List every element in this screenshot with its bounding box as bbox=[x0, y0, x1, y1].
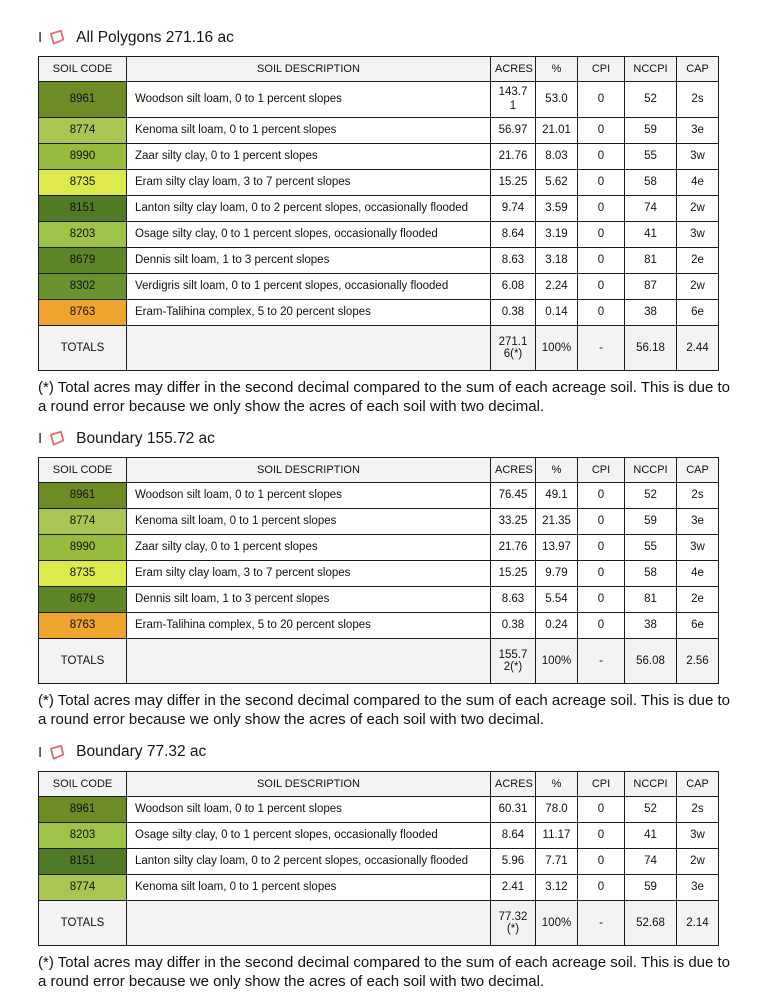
col-header-percent: % bbox=[536, 771, 578, 796]
soil-table bbox=[38, 457, 719, 684]
col-header-cap: CAP bbox=[677, 771, 719, 796]
col-header-nccpi: NCCPI bbox=[625, 57, 677, 82]
soil-code-cell: 8961 bbox=[39, 796, 127, 822]
footnote: (*) Total acres may differ in the second decimal compared to the sum of each acreage soil. This is due to a round error because we only show the acres of each soil with two decimal. bbox=[38, 692, 731, 729]
col-header-cpi: CPI bbox=[578, 458, 625, 483]
totals-percent-cell: 100% bbox=[536, 900, 578, 945]
cap-cell: 6e bbox=[677, 299, 719, 325]
cpi-cell: 0 bbox=[578, 587, 625, 613]
acres-cell: 5.96 bbox=[491, 848, 536, 874]
nccpi-cell: 74 bbox=[625, 848, 677, 874]
cpi-cell: 0 bbox=[578, 143, 625, 169]
polygon-icon bbox=[47, 28, 66, 47]
totals-acres-cell: 77.32(*) bbox=[491, 900, 536, 945]
soil-row bbox=[39, 117, 719, 143]
percent-cell: 49.1 bbox=[536, 483, 578, 509]
totals-nccpi-cell: 56.18 bbox=[625, 325, 677, 370]
soil-row bbox=[39, 535, 719, 561]
soil-code-cell: 8774 bbox=[39, 874, 127, 900]
table-body bbox=[39, 483, 719, 684]
col-header-nccpi: NCCPI bbox=[625, 771, 677, 796]
soil-row bbox=[39, 299, 719, 325]
totals-label: TOTALS bbox=[39, 639, 127, 684]
soil-code-cell: 8679 bbox=[39, 587, 127, 613]
cap-cell: 2s bbox=[677, 796, 719, 822]
soil-code-cell: 8735 bbox=[39, 169, 127, 195]
col-header-soil-code: SOIL CODE bbox=[39, 458, 127, 483]
acres-cell: 76.45 bbox=[491, 483, 536, 509]
col-header-nccpi: NCCPI bbox=[625, 458, 677, 483]
soil-description-cell: Woodson silt loam, 0 to 1 percent slopes bbox=[127, 82, 491, 118]
percent-cell: 3.12 bbox=[536, 874, 578, 900]
soil-code-cell: 8151 bbox=[39, 195, 127, 221]
soil-description-cell: Eram silty clay loam, 3 to 7 percent slopes bbox=[127, 561, 491, 587]
acres-cell: 21.76 bbox=[491, 535, 536, 561]
table-body bbox=[39, 796, 719, 945]
cap-cell: 4e bbox=[677, 561, 719, 587]
section-prefix: I bbox=[38, 430, 43, 448]
col-header-percent: % bbox=[536, 57, 578, 82]
nccpi-cell: 55 bbox=[625, 143, 677, 169]
percent-cell: 5.54 bbox=[536, 587, 578, 613]
soil-description-cell: Eram silty clay loam, 3 to 7 percent slopes bbox=[127, 169, 491, 195]
percent-cell: 11.17 bbox=[536, 822, 578, 848]
cap-cell: 2e bbox=[677, 587, 719, 613]
cap-cell: 3w bbox=[677, 822, 719, 848]
nccpi-cell: 58 bbox=[625, 169, 677, 195]
acres-cell: 143.71 bbox=[491, 82, 536, 118]
soil-description-cell: Kenoma silt loam, 0 to 1 percent slopes bbox=[127, 117, 491, 143]
soil-code-cell: 8203 bbox=[39, 822, 127, 848]
soil-row bbox=[39, 247, 719, 273]
cap-cell: 3e bbox=[677, 509, 719, 535]
soil-code-cell: 8774 bbox=[39, 117, 127, 143]
soil-description-cell: Osage silty clay, 0 to 1 percent slopes, occasionally flooded bbox=[127, 822, 491, 848]
nccpi-cell: 38 bbox=[625, 613, 677, 639]
cpi-cell: 0 bbox=[578, 874, 625, 900]
cpi-cell: 0 bbox=[578, 117, 625, 143]
soil-description-cell: Woodson silt loam, 0 to 1 percent slopes bbox=[127, 796, 491, 822]
soil-row bbox=[39, 143, 719, 169]
soil-row bbox=[39, 587, 719, 613]
totals-cap-cell: 2.56 bbox=[677, 639, 719, 684]
nccpi-cell: 58 bbox=[625, 561, 677, 587]
cap-cell: 6e bbox=[677, 613, 719, 639]
soil-description-cell: Lanton silty clay loam, 0 to 2 percent slopes, occasionally flooded bbox=[127, 848, 491, 874]
totals-acres-cell: 155.72(*) bbox=[491, 639, 536, 684]
soil-table bbox=[38, 771, 719, 946]
totals-percent-cell: 100% bbox=[536, 639, 578, 684]
cpi-cell: 0 bbox=[578, 561, 625, 587]
section-header bbox=[38, 743, 742, 762]
cpi-cell: 0 bbox=[578, 509, 625, 535]
soil-code-cell: 8302 bbox=[39, 273, 127, 299]
cpi-cell: 0 bbox=[578, 247, 625, 273]
soil-row bbox=[39, 848, 719, 874]
soil-code-cell: 8961 bbox=[39, 483, 127, 509]
acres-cell: 9.74 bbox=[491, 195, 536, 221]
cap-cell: 2s bbox=[677, 483, 719, 509]
nccpi-cell: 81 bbox=[625, 247, 677, 273]
col-header-soil-description: SOIL DESCRIPTION bbox=[127, 458, 491, 483]
totals-description-cell bbox=[127, 325, 491, 370]
section-header bbox=[38, 429, 742, 448]
cpi-cell: 0 bbox=[578, 195, 625, 221]
cpi-cell: 0 bbox=[578, 796, 625, 822]
table-header-row bbox=[39, 458, 719, 483]
percent-cell: 3.18 bbox=[536, 247, 578, 273]
table-header-row bbox=[39, 771, 719, 796]
percent-cell: 21.35 bbox=[536, 509, 578, 535]
percent-cell: 7.71 bbox=[536, 848, 578, 874]
soil-description-cell: Dennis silt loam, 1 to 3 percent slopes bbox=[127, 247, 491, 273]
col-header-soil-description: SOIL DESCRIPTION bbox=[127, 57, 491, 82]
soil-description-cell: Woodson silt loam, 0 to 1 percent slopes bbox=[127, 483, 491, 509]
acres-cell: 15.25 bbox=[491, 561, 536, 587]
nccpi-cell: 41 bbox=[625, 822, 677, 848]
nccpi-cell: 41 bbox=[625, 221, 677, 247]
acres-cell: 8.64 bbox=[491, 822, 536, 848]
section-title: Boundary 155.72 ac bbox=[76, 429, 215, 447]
cpi-cell: 0 bbox=[578, 82, 625, 118]
soil-description-cell: Kenoma silt loam, 0 to 1 percent slopes bbox=[127, 874, 491, 900]
totals-row bbox=[39, 639, 719, 684]
soil-row bbox=[39, 613, 719, 639]
cap-cell: 3w bbox=[677, 221, 719, 247]
cap-cell: 3w bbox=[677, 535, 719, 561]
percent-cell: 53.0 bbox=[536, 82, 578, 118]
nccpi-cell: 55 bbox=[625, 535, 677, 561]
footnote: (*) Total acres may differ in the second decimal compared to the sum of each acreage soil. This is due to a round error because we only show the acres of each soil with two decimal. bbox=[38, 953, 731, 990]
totals-cpi-cell: - bbox=[578, 900, 625, 945]
acres-cell: 0.38 bbox=[491, 613, 536, 639]
nccpi-cell: 52 bbox=[625, 82, 677, 118]
percent-cell: 8.03 bbox=[536, 143, 578, 169]
nccpi-cell: 52 bbox=[625, 483, 677, 509]
totals-acres-cell: 271.16(*) bbox=[491, 325, 536, 370]
nccpi-cell: 59 bbox=[625, 509, 677, 535]
col-header-soil-code: SOIL CODE bbox=[39, 57, 127, 82]
percent-cell: 2.24 bbox=[536, 273, 578, 299]
col-header-cpi: CPI bbox=[578, 57, 625, 82]
soil-row bbox=[39, 509, 719, 535]
acres-cell: 8.63 bbox=[491, 247, 536, 273]
cpi-cell: 0 bbox=[578, 169, 625, 195]
col-header-cap: CAP bbox=[677, 458, 719, 483]
percent-cell: 0.14 bbox=[536, 299, 578, 325]
cap-cell: 2s bbox=[677, 82, 719, 118]
report-root bbox=[38, 28, 742, 991]
soil-description-cell: Zaar silty clay, 0 to 1 percent slopes bbox=[127, 535, 491, 561]
acres-cell: 8.64 bbox=[491, 221, 536, 247]
cpi-cell: 0 bbox=[578, 299, 625, 325]
totals-label: TOTALS bbox=[39, 325, 127, 370]
soil-code-cell: 8961 bbox=[39, 82, 127, 118]
footnote: (*) Total acres may differ in the second decimal compared to the sum of each acreage soil. This is due to a round error because we only show the acres of each soil with two decimal. bbox=[38, 378, 731, 415]
totals-cap-cell: 2.14 bbox=[677, 900, 719, 945]
soil-code-cell: 8735 bbox=[39, 561, 127, 587]
cap-cell: 3e bbox=[677, 874, 719, 900]
col-header-soil-code: SOIL CODE bbox=[39, 771, 127, 796]
soil-code-cell: 8774 bbox=[39, 509, 127, 535]
cap-cell: 3w bbox=[677, 143, 719, 169]
totals-cpi-cell: - bbox=[578, 639, 625, 684]
cpi-cell: 0 bbox=[578, 822, 625, 848]
nccpi-cell: 59 bbox=[625, 874, 677, 900]
col-header-cap: CAP bbox=[677, 57, 719, 82]
table-body bbox=[39, 82, 719, 371]
nccpi-cell: 38 bbox=[625, 299, 677, 325]
soil-code-cell: 8990 bbox=[39, 143, 127, 169]
cap-cell: 4e bbox=[677, 169, 719, 195]
soil-section bbox=[38, 743, 742, 991]
soil-code-cell: 8151 bbox=[39, 848, 127, 874]
acres-cell: 0.38 bbox=[491, 299, 536, 325]
nccpi-cell: 81 bbox=[625, 587, 677, 613]
percent-cell: 0.24 bbox=[536, 613, 578, 639]
soil-row bbox=[39, 483, 719, 509]
soil-description-cell: Eram-Talihina complex, 5 to 20 percent slopes bbox=[127, 613, 491, 639]
percent-cell: 3.19 bbox=[536, 221, 578, 247]
soil-row bbox=[39, 169, 719, 195]
nccpi-cell: 59 bbox=[625, 117, 677, 143]
soil-description-cell: Osage silty clay, 0 to 1 percent slopes, occasionally flooded bbox=[127, 221, 491, 247]
totals-cpi-cell: - bbox=[578, 325, 625, 370]
polygon-icon bbox=[47, 743, 66, 762]
col-header-acres: ACRES bbox=[491, 458, 536, 483]
cap-cell: 2w bbox=[677, 848, 719, 874]
cpi-cell: 0 bbox=[578, 273, 625, 299]
totals-description-cell bbox=[127, 900, 491, 945]
soil-row bbox=[39, 221, 719, 247]
table-header-row bbox=[39, 57, 719, 82]
soil-row bbox=[39, 796, 719, 822]
soil-row bbox=[39, 195, 719, 221]
acres-cell: 60.31 bbox=[491, 796, 536, 822]
totals-nccpi-cell: 52.68 bbox=[625, 900, 677, 945]
soil-description-cell: Verdigris silt loam, 0 to 1 percent slopes, occasionally flooded bbox=[127, 273, 491, 299]
soil-code-cell: 8990 bbox=[39, 535, 127, 561]
soil-row bbox=[39, 874, 719, 900]
acres-cell: 2.41 bbox=[491, 874, 536, 900]
nccpi-cell: 52 bbox=[625, 796, 677, 822]
col-header-percent: % bbox=[536, 458, 578, 483]
polygon-icon bbox=[47, 429, 66, 448]
percent-cell: 13.97 bbox=[536, 535, 578, 561]
cpi-cell: 0 bbox=[578, 483, 625, 509]
acres-cell: 56.97 bbox=[491, 117, 536, 143]
acres-cell: 8.63 bbox=[491, 587, 536, 613]
col-header-acres: ACRES bbox=[491, 771, 536, 796]
soil-table bbox=[38, 56, 719, 371]
soil-code-cell: 8203 bbox=[39, 221, 127, 247]
soil-section bbox=[38, 429, 742, 729]
percent-cell: 5.62 bbox=[536, 169, 578, 195]
soil-code-cell: 8763 bbox=[39, 613, 127, 639]
acres-cell: 6.08 bbox=[491, 273, 536, 299]
soil-row bbox=[39, 273, 719, 299]
totals-row bbox=[39, 900, 719, 945]
soil-description-cell: Eram-Talihina complex, 5 to 20 percent slopes bbox=[127, 299, 491, 325]
col-header-cpi: CPI bbox=[578, 771, 625, 796]
cap-cell: 3e bbox=[677, 117, 719, 143]
soil-section bbox=[38, 28, 742, 416]
cap-cell: 2w bbox=[677, 273, 719, 299]
soil-row bbox=[39, 822, 719, 848]
soil-description-cell: Zaar silty clay, 0 to 1 percent slopes bbox=[127, 143, 491, 169]
percent-cell: 9.79 bbox=[536, 561, 578, 587]
section-header bbox=[38, 28, 742, 47]
soil-code-cell: 8763 bbox=[39, 299, 127, 325]
col-header-acres: ACRES bbox=[491, 57, 536, 82]
soil-description-cell: Lanton silty clay loam, 0 to 2 percent slopes, occasionally flooded bbox=[127, 195, 491, 221]
percent-cell: 3.59 bbox=[536, 195, 578, 221]
acres-cell: 33.25 bbox=[491, 509, 536, 535]
acres-cell: 15.25 bbox=[491, 169, 536, 195]
totals-label: TOTALS bbox=[39, 900, 127, 945]
cpi-cell: 0 bbox=[578, 613, 625, 639]
soil-description-cell: Kenoma silt loam, 0 to 1 percent slopes bbox=[127, 509, 491, 535]
soil-description-cell: Dennis silt loam, 1 to 3 percent slopes bbox=[127, 587, 491, 613]
soil-row bbox=[39, 82, 719, 118]
soil-row bbox=[39, 561, 719, 587]
percent-cell: 21.01 bbox=[536, 117, 578, 143]
percent-cell: 78.0 bbox=[536, 796, 578, 822]
cpi-cell: 0 bbox=[578, 848, 625, 874]
cpi-cell: 0 bbox=[578, 535, 625, 561]
cpi-cell: 0 bbox=[578, 221, 625, 247]
totals-percent-cell: 100% bbox=[536, 325, 578, 370]
section-prefix: I bbox=[38, 743, 43, 761]
section-prefix: I bbox=[38, 29, 43, 46]
section-title: Boundary 77.32 ac bbox=[76, 743, 207, 760]
totals-cap-cell: 2.44 bbox=[677, 325, 719, 370]
soil-code-cell: 8679 bbox=[39, 247, 127, 273]
acres-cell: 21.76 bbox=[491, 143, 536, 169]
cap-cell: 2w bbox=[677, 195, 719, 221]
nccpi-cell: 87 bbox=[625, 273, 677, 299]
section-title: All Polygons 271.16 ac bbox=[76, 28, 234, 46]
col-header-soil-description: SOIL DESCRIPTION bbox=[127, 771, 491, 796]
nccpi-cell: 74 bbox=[625, 195, 677, 221]
totals-row bbox=[39, 325, 719, 370]
totals-nccpi-cell: 56.08 bbox=[625, 639, 677, 684]
totals-description-cell bbox=[127, 639, 491, 684]
cap-cell: 2e bbox=[677, 247, 719, 273]
